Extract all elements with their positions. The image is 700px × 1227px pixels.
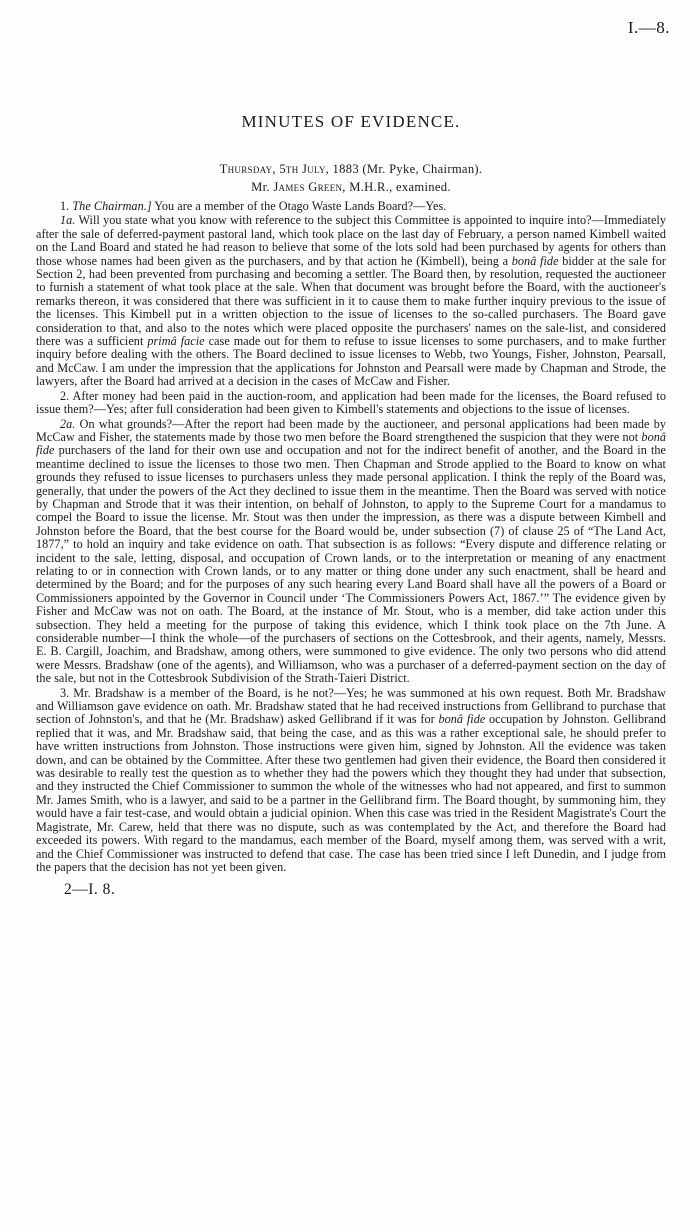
paragraph-text: Mr. Bradshaw is a member of the Board, is he not?—Yes; he was summoned at his own request. Both Mr. Bradshaw and Williamson gave evidence on oath. Mr. Bradshaw stated that he had received instructions from Gellibrand to purchase that section of Johnston's, and that he (Mr. Bradshaw) asked Gellibrand if it was for bonâ fide occupation by Johnston. Gellibrand replied that it was, and Mr. Bradshaw said, that being the case, and as this was a rather exceptional sale, he should prefer to have written instructions from Johnston. Those instructions were given him, signed by Johnston. All the evidence was taken down, and can be obtained by the Committee. After these two gentlemen had given their evidence, the Board then considered it was desirable to really test the question as to whether they had the powers which they thought they had under that subsection, and they instructed the Chief Commissioner to summon the whole of the witnesses who had not appeared, and first to summon Mr. James Smith, who is a lawyer, and said to be a partner in the Gellibrand firm. The Board thought, by summoning him, they would have a fair test-case, and would obtain a judicial opinion. When this case was tried in the Resident Magistrate's Court the Magistrate, Mr. Carew, held that there was no dispute, such as was contemplated by the Act, and therefore the Board had exceeded its powers. With regard to the mandamus, each member of the Board, myself among them, was served with a writ, and the Chief Commissioner was instructed to defend that case. The case has been tried since I left Dunedin, and I judge from the papers that the decision has not yet been given. xyxy=(36,685,666,874)
witness-prefix: Mr. xyxy=(251,180,270,194)
session-day: Thursday, xyxy=(219,162,276,176)
session-heading xyxy=(36,160,666,178)
paragraph-number: 3. xyxy=(60,685,70,700)
session-date: 5th July xyxy=(279,162,326,176)
page-footer-reference: 2—I. 8. xyxy=(64,881,116,899)
page-reference: I.—8. xyxy=(627,18,670,37)
document-body xyxy=(36,112,666,899)
paragraph-number: 1a. xyxy=(60,213,76,228)
paragraph-text: On what grounds?—After the report had been made by the auctioneer, and personal applications had been made by McCaw and Fisher, the statements made by those two men before the Board strengthened the suspicion that they were not bonâ fide purchasers of the land for their own use and occupation and not for the indirect benefit of another, and the Board in the meantime declined to issue the licenses to those two men. Then Chapman and Strode applied to the Board to know on what grounds they refused to issue licenses to purchasers unless they made personal application. I think the reply of the Board was, generally, that under the powers of the Act they declined to issue them in the meantime. Then the Board was served with notice by Chapman and Strode that it was their intention, on behalf of Johnston, to apply to the Supreme Court for a mandamus to compel the Board to issue the license. Mr. Stout was then under the impression, as there was a dispute between Kimbell and Johnston before the Board, that the best course for the Board would be, under subsection (7) of clause 25 of “The Land Act, 1877,” to hold an inquiry and take evidence on oath. That subsection is as follows: “Every dispute and difference relating or incident to the sale, letting, disposal, and occupation of Crown lands, or to the interpretation or meaning of any enactment relating to or in connection with Crown lands, or to any matter or thing done under any such enactment, shall be heard and determined by the Board; and for the purposes of any such hearing every Land Board shall have all the powers of a Board or Commissioners appointed by the Governor in Council under ‘The Commissioners Powers Act, 1867.’” The evidence given by Fisher and McCaw was not on oath. The Board, at the instance of Mr. Stout, who is a member, did take action under this subsection. They held a meeting for the purpose of taking this evidence, which I think took place on the 7th June. A considerable number—I think the whole—of the purchasers of sections on the Cottesbrook, and their agents, namely, Messrs. E. B. Cargill, Joachim, and Bradshaw, among others, were summoned to give evidence. The only two persons who did attend were Messrs. Bradshaw (one of the agents), and Williamson, who was a purchaser of a deferred-payment section on the day of the sale, but not in the Cottesbrook Subdivision of the Strath-Taieri District. xyxy=(36,416,666,686)
evidence-paragraph-2a xyxy=(36,418,666,686)
session-rest: , 1883 (Mr. Pyke, Chairman). xyxy=(325,162,483,176)
paragraph-text: After money had been paid in the auction-room, and application had been made for the licenses, the Board refused to issue them?—Yes; after full consideration had been given to Kimbell's statements and objections to the issue of licenses. xyxy=(36,388,666,417)
page-title: MINUTES OF EVIDENCE. xyxy=(241,112,461,131)
paragraph-number: 1. xyxy=(60,199,70,213)
paragraph-text: You are a member of the Otago Waste Lands Board?—Yes. xyxy=(151,199,447,213)
evidence-paragraph-2 xyxy=(36,390,666,417)
evidence-paragraph-1a xyxy=(36,214,666,388)
paragraph-number: 2. xyxy=(60,388,70,403)
paragraph-text: Will you state what you know with reference to the subject this Committee is appointed to inquire into?—Immediately after the sale of deferred-payment pastoral land, which took place on the last day of February, a person named Kimbell waited on the Land Board and stated he had reason to believe that some of the lots sold had been purchased by agents for others than those whose names had been given as the purchasers, and by that action he (Kimbell), being a bonâ fide bidder at the sale for Section 2, had been prevented from purchasing and becoming a settler. The Board then, by resolution, requested the auctioneer to furnish a statement of what took place at the sale. When that document was brought before the Board, with the auctioneer's remarks thereon, it was considered that there was sufficient in it to cause them to make further inquiry previous to the issue of the licenses. This Kimbell put in a written objection to the issue of licenses to the so-called purchasers. The Board gave consideration to that, and also to the notes which were placed opposite the purchasers' names on the sale-list, and considered there was a sufficient primâ facie case made out for them to refuse to issue licenses to some purchasers, and to make further inquiry before dealing with the others. The Board declined to issue licenses to Webb, two Youngs, Fisher, Johnston, Pearsall, and McCaw. I am under the impression that the applications for Johnston and Pearsall were made by Chapman and Strode, the lawyers, after the Board had arrived at a decision in the cases of McCaw and Fisher. xyxy=(36,213,666,389)
witness-rest: , M.H.R., examined. xyxy=(342,180,451,194)
witness-name: James Green xyxy=(273,180,343,194)
witness-heading xyxy=(36,178,666,196)
paragraph-number: 2a. xyxy=(60,416,76,431)
paragraph-speaker: The Chairman.] xyxy=(72,199,152,213)
evidence-paragraph-3 xyxy=(36,687,666,875)
evidence-paragraph-1 xyxy=(36,200,666,213)
